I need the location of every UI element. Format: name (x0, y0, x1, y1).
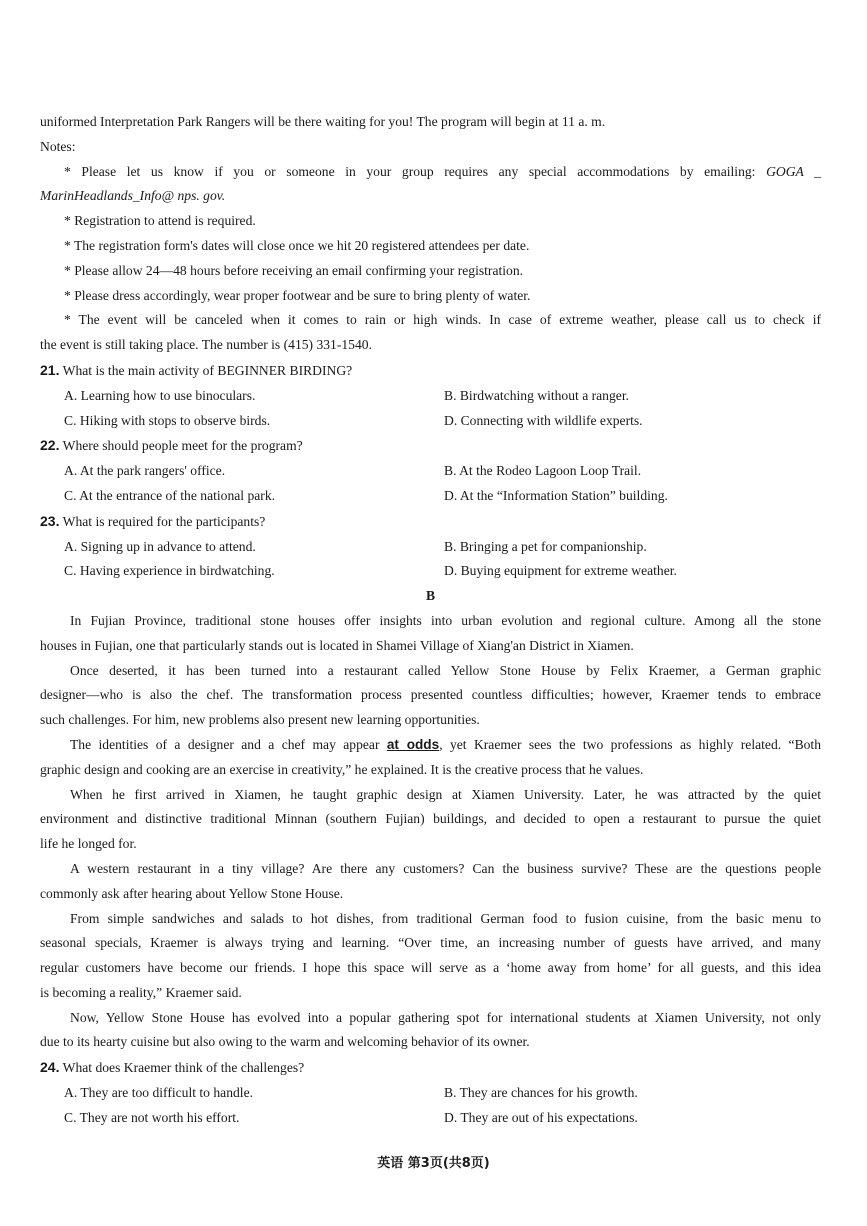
note-2: * Registration to attend is required. (64, 213, 256, 229)
passage-b-p5-cont: commonly ask after hearing about Yellow Stone House. (40, 885, 344, 901)
option-a: A. Signing up in advance to attend. (64, 538, 256, 554)
question-number: 22. (40, 437, 60, 454)
underlined-phrase: at odds (386, 736, 440, 752)
question-23 (40, 509, 821, 584)
option-c: C. At the entrance of the national park. (64, 487, 276, 503)
option-d: D. Buying equipment for extreme weather. (444, 563, 677, 579)
note-6-cont: the event is still taking place. The number is (415) 331-1540. (40, 337, 372, 353)
option-c: C. They are not worth his effort. (64, 1109, 240, 1125)
question-24 (40, 1055, 821, 1130)
question-stem: What is required for the participants? (62, 513, 266, 529)
option-b: B. Bringing a pet for companionship. (444, 538, 647, 554)
note-6: * The event will be canceled when it comes to rain or high winds. In case of extreme weather, please call us to check if (64, 312, 821, 328)
option-b: B. Birdwatching without a ranger. (444, 387, 629, 403)
question-stem: Where should people meet for the program? (62, 438, 303, 454)
passage-b-p1: In Fujian Province, traditional stone houses offer insights into urban evolution and regional culture. Among all the stone (70, 612, 821, 628)
notes-label: Notes: (40, 138, 76, 154)
question-number: 21. (40, 361, 60, 378)
page-content (40, 110, 821, 1131)
passage-a-line: uniformed Interpretation Park Rangers will be there waiting for you! The program will begin at 11 a. m. (40, 114, 606, 129)
p3-text-post: , yet Kraemer sees the two professions as highly related. “Both (439, 736, 822, 752)
option-b: B. At the Rodeo Lagoon Loop Trail. (444, 463, 642, 479)
passage-b-p2-cont: designer—who is also the chef. The transformation process presented countless difficulties; however, Kraemer tends to embrace (40, 687, 821, 703)
question-21 (40, 358, 821, 433)
note-4: * Please allow 24—48 hours before receiving an email confirming your registration. (64, 262, 524, 278)
note-1 (40, 160, 821, 185)
option-d: D. Connecting with wildlife experts. (444, 412, 643, 428)
passage-b-p6-cont2: regular customers have become our friends. I hope this space will serve as a ‘home away from home’ for all guests, and this idea (40, 960, 821, 976)
passage-b-p3 (40, 733, 821, 758)
passage-b-p3-cont: graphic design and cooking are an exercise in creativity,” he explained. It is the creative process that he values. (40, 761, 644, 777)
passage-b-p1-cont: houses in Fujian, one that particularly stands out is located in Shamei Village of Xiang'an District in Xiamen. (40, 637, 634, 653)
note-3: * The registration form's dates will close once we hit 20 registered attendees per date. (64, 237, 530, 253)
note-1-email-end: MarinHeadlands_Info@ nps. gov. (40, 188, 226, 204)
passage-b-p7-cont: due to its hearty cuisine but also owing to the warm and welcoming behavior of its owner. (40, 1034, 530, 1050)
passage-b-p6: From simple sandwiches and salads to hot dishes, from traditional German food to fusion cuisine, from the basic menu to (70, 910, 821, 926)
passage-b-p2: Once deserted, it has been turned into a restaurant called Yellow Stone House by Felix Kraemer, a German graphic (70, 662, 821, 678)
question-number: 23. (40, 512, 60, 529)
passage-b-p6-cont: seasonal specials, Kraemer is always trying and learning. “Over time, an increasing number of guests have arrived, and many (40, 935, 821, 951)
passage-b-p4: When he first arrived in Xiamen, he taught graphic design at Xiamen University. Later, he was attracted by the quiet (70, 786, 821, 802)
question-number: 24. (40, 1059, 60, 1076)
option-d: D. They are out of his expectations. (444, 1109, 638, 1125)
option-c: C. Having experience in birdwatching. (64, 563, 275, 579)
question-stem: What does Kraemer think of the challenges? (62, 1060, 305, 1076)
option-a: A. They are too difficult to handle. (64, 1085, 254, 1101)
option-d: D. At the “Information Station” building. (444, 487, 668, 503)
option-c: C. Hiking with stops to observe birds. (64, 412, 271, 428)
passage-b-p5: A western restaurant in a tiny village? Are there any customers? Can the business survive? These are the questions people (70, 860, 821, 876)
passage-b-p7: Now, Yellow Stone House has evolved into a popular gathering spot for international students at Xiamen University, not only (70, 1009, 821, 1025)
note-1-email-start: GOGA _ (766, 163, 821, 179)
page-footer: 英语 第3页(共8页) (377, 1156, 490, 1171)
question-22 (40, 433, 821, 508)
passage-b-p4-end: life he longed for. (40, 836, 137, 852)
p3-text-pre: The identities of a designer and a chef may appear (70, 736, 380, 752)
note-5: * Please dress accordingly, wear proper footwear and be sure to bring plenty of water. (64, 287, 531, 303)
option-b: B. They are chances for his growth. (444, 1085, 638, 1101)
question-stem: What is the main activity of BEGINNER BIRDING? (62, 362, 353, 378)
option-a: A. At the park rangers' office. (64, 463, 226, 479)
passage-b-p4-cont: environment and distinctive traditional Minnan (southern Fujian) buildings, and decided to open a restaurant to pursue the quiet (40, 811, 821, 827)
passage-b-p2-end: such challenges. For him, new problems also present new learning opportunities. (40, 712, 480, 728)
passage-b-p6-end: is becoming a reality,” Kraemer said. (40, 984, 242, 1000)
note-1-text: * Please let us know if you or someone in your group requires any special accommodations by emailing: (64, 163, 756, 179)
section-b-heading: B (425, 588, 436, 604)
option-a: A. Learning how to use binoculars. (64, 387, 256, 403)
